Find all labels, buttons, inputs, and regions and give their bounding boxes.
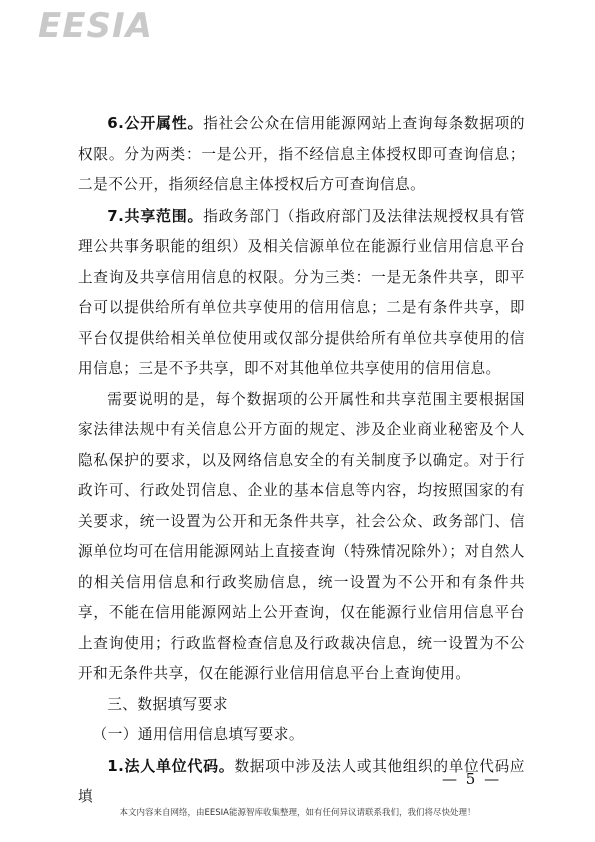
- eesia-logo: EESIA: [38, 6, 153, 46]
- page-number: — 5 —: [442, 770, 502, 788]
- section-heading: 三、数据填写要求: [107, 695, 228, 713]
- paragraph-text: 需要说明的是，每个数据项的公开属性和共享范围主要根据国家法律法规中有关信息公开方面的规定、涉及企业商业秘密及个人隐私保护的要求，以及网络信息安全的有关制度予以确定。对于行政许可、行政处罚信息、企业的基本信息等内容，均按照国家的有关要求，统一设置为公开和无条件共享，社会公众、政务部门、信源单位均可在信用能源网站上直接查询（特殊情况除外）；对自然人的相关信用信息和行政奖励信息，统一设置为不公开和有条件共享，不能在信用能源网站上公开查询，仅在能源行业信用信息平台上查询使用；行政监督检查信息及行政裁决信息，统一设置为不公开和无条件共享，仅在能源行业信用信息平台上查询使用。: [78, 390, 525, 682]
- document-body: [78, 108, 525, 813]
- paragraph-title: 7.共享范围。: [107, 206, 204, 225]
- paragraph-public-attribute: [78, 108, 525, 201]
- paragraph-explanation: [78, 385, 525, 690]
- subsection-heading: [78, 720, 525, 751]
- paragraph-sharing-scope: [78, 201, 525, 385]
- paragraph-title: 6.公开属性。: [107, 114, 204, 132]
- subsection-heading-text: （一）通用信用信息填写要求。: [92, 726, 304, 743]
- paragraph-text: 数据项中涉及法人或其他组织的单位代码应填: [78, 757, 525, 805]
- footer-disclaimer: 本文内容来自网络，由EESIA能源智库收集整理，如有任何异议请联系我们，我们将尽快处理！: [119, 808, 476, 818]
- paragraph-text: 指政务部门（指政府部门及法律法规授权具有管理公共事务职能的组织）及相关信源单位在能源行业信用信息平台上查询及共享信用信息的权限。分为三类：一是无条件共享，即平台可以提供给所有单位共享使用的信用信息；二是有条件共享，即平台仅提供给相关单位使用或仅部分提供给所有单位共享使用的信用信息；三是不予共享，即不对其他单位共享使用的信用信息。: [78, 207, 525, 377]
- paragraph-text: 指社会公众在信用能源网站上查询每条数据项的权限。分为两类：一是公开，指不经信息主体授权即可查询信息；二是不公开，指须经信息主体授权后方可查询信息。: [78, 115, 525, 193]
- paragraph-title: 1.法人单位代码。: [107, 756, 235, 775]
